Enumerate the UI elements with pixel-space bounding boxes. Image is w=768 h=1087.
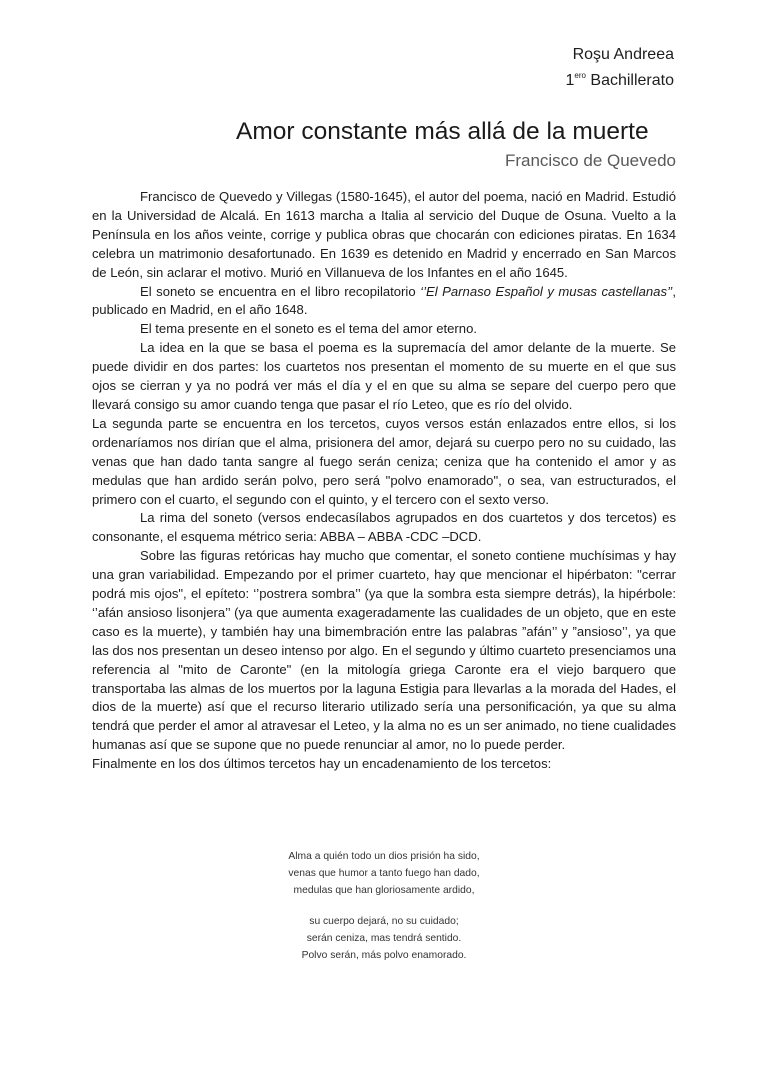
grade-label: Bachillerato: [585, 72, 674, 89]
grade-suffix: ero: [574, 71, 586, 80]
document-title: Amor constante más allá de la muerte: [236, 118, 649, 145]
poem-quote: [262, 849, 506, 965]
essay-body: [92, 188, 676, 774]
poem-line: venas que humor a tanto fuego han dado,: [288, 867, 480, 879]
paragraph-conclusion: Finalmente en los dos últimos tercetos hay un encadenamiento de los tercetos:: [92, 756, 552, 772]
publication-text-after: , publicado en Madrid, en el año 1648.: [92, 283, 676, 318]
paragraph-second-part: La segunda parte se encuentra en los tercetos, cuyos versos están enlazados entre ellos, si los ordenaríamos nos dirían que el alma, prisionera del amor, dejará su cuerpo pero no su cuidado, las venas que han dado tanta sangre al fuego serán ceniza; ceniza que ha contenido el amor y as medulas que han ardido serán polvo, pero será "polvo enamorado", o sea, van estructurados, el primero con el cuarto, el segundo con el quinto, y el tercero con el sexto verso.: [92, 415, 676, 507]
document-subtitle: Francisco de Quevedo: [504, 151, 676, 170]
poem-line: Polvo serán, más polvo enamorado.: [301, 949, 467, 961]
student-header: [565, 44, 674, 91]
poem-line: Alma a quién todo un dios prisión ha sido,: [288, 851, 480, 862]
author-name: Roşu Andreea: [572, 46, 674, 63]
paragraph-rhyme: La rima del soneto (versos endecasílabos agrupados en dos cuartetos y dos tercetos) es consonante, el esquema métrico seria: ABBA – ABBA -CDC –DCD.: [92, 510, 676, 545]
paragraph-biography: Francisco de Quevedo y Villegas (1580-1645), el autor del poema, nació en Madrid. Estudió en la Universidad de Alcalá. En 1613 marcha a Italia al servicio del Duque de Osuna. Vuelto a la Península en los años veinte, corrige y publica obras que chocarán con ediciones piratas. En 1634 celebra un matrimonio desafortunado. En 1639 es detenido en Madrid y encerrado en San Marcos de León, sin aclarar el motivo. Murió en Villanueva de los Infantes en el año 1645.: [92, 189, 676, 280]
poem-line: medulas que han gloriosamente ardido,: [293, 884, 475, 896]
grade-line: [565, 65, 674, 91]
poem-line: serán ceniza, mas tendrá sentido.: [306, 933, 462, 945]
paragraph-rhetoric: Sobre las figuras retóricas hay mucho que comentar, el soneto contiene muchísimas y hay una gran variabilidad. Empezando por el primer cuarteto, hay que mencionar el hipérbaton: "cerrar podrá mis ojos", el epíteto: ‘’postrera sombra’’ (ya que la sombra esta siempre detrás), la hipérbole: ‘’afán ansioso lisonjera’’ (ya que aumenta exageradamente las cualidades de un objeto, que en este caso es la muerte), y también hay una bimembración entre las palabras ”afán’’ y ”ansioso’’, ya que las dos nos presentan un deseo intenso por algo. En el segundo y último cuarteto presenciamos una referencia al "mito de Caronte" (en la mitología griega Caronte era el viejo barquero que transportaba las almas de los muertos por la laguna Estigia para llevarlas a la morada del Hades, el dios de la muerte) así que el recurso literario utilizado sería una personificación, ya que su alma tendrá que perder el amor al atravesar el Leteo, y la alma no es un ser animado, no tiene cualidades humanas así que se supone que no puede renunciar al amor, no lo puede perder.: [92, 548, 676, 753]
book-title: ‘’El Parnaso Español y musas castellanas’’: [420, 283, 673, 299]
poem-stanza-2: [262, 914, 506, 964]
paragraph-theme: El tema presente en el soneto es el tema del amor eterno.: [140, 321, 477, 337]
grade-number: 1: [565, 72, 575, 89]
paragraph-idea: La idea en la que se basa el poema es la supremacía del amor delante de la muerte. Se puede dividir en dos partes: los cuartetos nos presentan el momento de su muerte en el que sus ojos se cierran y ya no podrá ver más el día y el en que su alma se separe del cuerpo pero que llevará consigo su amor cuando tenga que pasar el río Leteo, que es río del olvido.: [92, 340, 676, 412]
poem-line: su cuerpo dejará, no su cuidado;: [309, 916, 459, 928]
poem-stanza-1: [262, 849, 506, 899]
publication-text-before: El soneto se encuentra en el libro recopilatorio: [140, 283, 421, 299]
paragraph-publication: [92, 283, 676, 321]
